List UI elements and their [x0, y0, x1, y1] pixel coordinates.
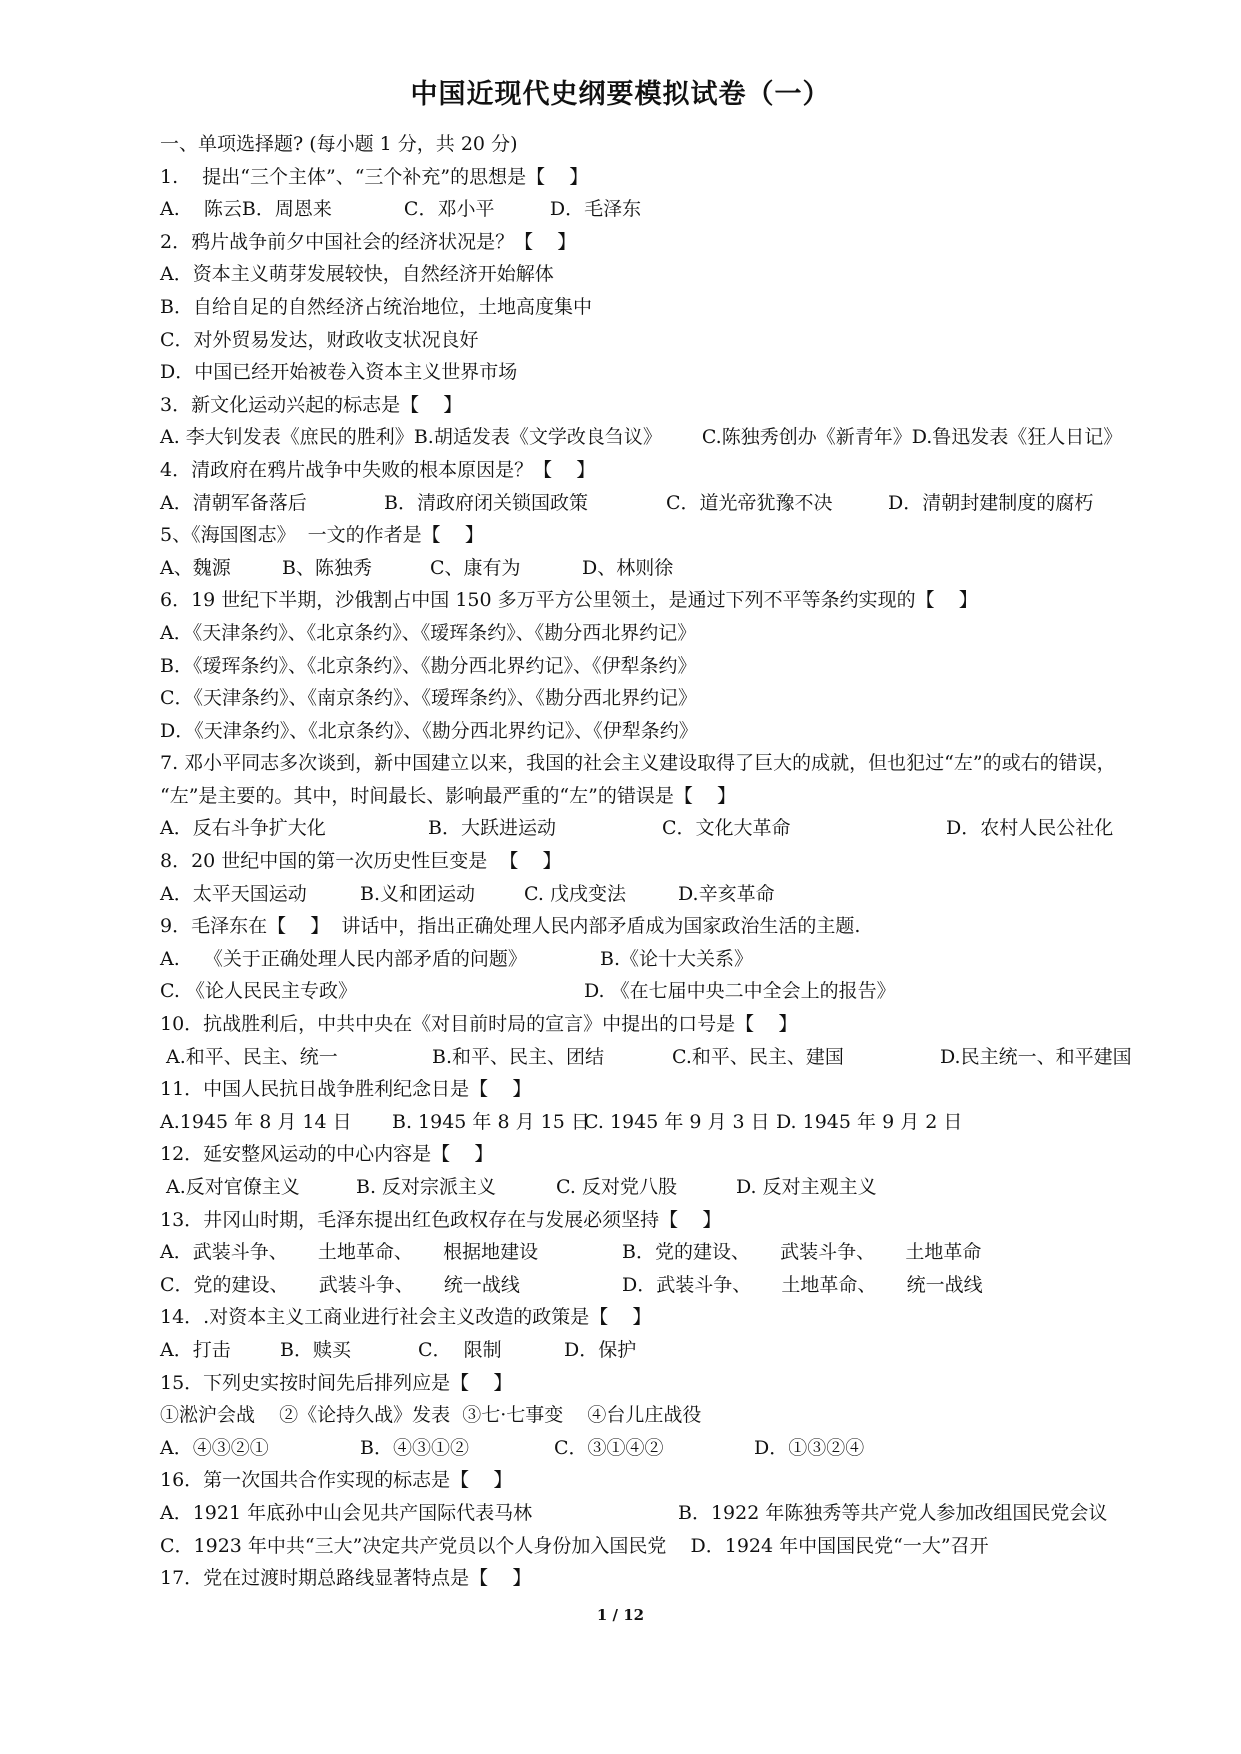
text-line	[160, 1497, 1210, 1530]
line-segment: D．毛泽东	[549, 198, 642, 221]
line-segment: A.反对官僚主义	[160, 1176, 300, 1198]
line-segment: B.《论十大关系》	[600, 947, 754, 970]
line-segment: C.和平、民主、建国	[672, 1045, 844, 1068]
line-segment: A．资本主义萌芽发展较快，自然经济开始解体	[160, 263, 554, 286]
line-segment: 一、单项选择题? (每小题 1 分，共 20 分)	[160, 133, 518, 155]
text-line	[160, 975, 1210, 1008]
line-segment: B. 1945 年 8 月 15 日	[392, 1110, 590, 1133]
text-line	[160, 1269, 1210, 1302]
line-segment: ①淞沪会战 ②《论持久战》发表 ③七·七事变 ④台儿庄战役	[160, 1404, 702, 1427]
line-segment: 8．20 世纪中国的第一次历史性巨变是 【 】	[160, 850, 562, 873]
line-segment: A．反右斗争扩大化	[160, 817, 326, 840]
line-segment: C．邓小平	[403, 198, 495, 221]
line-segment: C. 1945 年 9 月 3 日	[584, 1110, 770, 1133]
line-segment: 12．延安整风运动的中心内容是【 】	[160, 1143, 494, 1166]
text-line	[160, 1399, 1210, 1432]
line-segment: B．党的建设、 武装斗争、 土地革命	[622, 1241, 982, 1264]
line-segment: 16．第一次国共合作实现的标志是【 】	[160, 1469, 513, 1492]
line-segment: D．清朝封建制度的腐朽	[888, 491, 1094, 514]
line-segment: 15．下列史实按时间先后排列应是【 】	[160, 1371, 513, 1394]
text-line	[160, 1073, 1210, 1106]
line-segment: C．③①④②	[554, 1436, 664, 1459]
text-line	[160, 519, 1210, 552]
text-line	[160, 715, 1210, 748]
line-segment: A．打击	[160, 1338, 231, 1361]
text-line	[160, 812, 1210, 845]
line-segment: D．①③②④	[754, 1436, 865, 1459]
text-line	[160, 389, 1210, 422]
line-segment: B．④③①②	[360, 1436, 469, 1459]
line-segment: A．太平天国运动	[160, 882, 307, 905]
line-segment: C．道光帝犹豫不决	[666, 491, 833, 514]
text-line	[160, 356, 1210, 389]
text-line	[160, 1138, 1210, 1171]
line-segment: A、魏源	[160, 556, 231, 579]
line-segment: B．清政府闭关锁国政策	[384, 491, 588, 514]
line-segment: C. 反对党八股	[556, 1176, 677, 1198]
line-segment: 13．井冈山时期，毛泽东提出红色政权存在与发展必须坚持【 】	[160, 1208, 722, 1231]
line-segment: B.胡适发表《文学改良刍议》	[413, 426, 662, 449]
text-line	[160, 780, 1210, 813]
line-segment: 3．新文化运动兴起的标志是【 】	[160, 393, 463, 416]
exam-title: 中国近现代史纲要模拟试卷（一）	[410, 79, 831, 110]
text-line	[160, 1008, 1210, 1041]
line-segment: 10．抗战胜利后，中共中央在《对目前时局的宣言》中提出的口号是【 】	[160, 1013, 798, 1036]
text-line	[160, 324, 1210, 357]
text-line	[160, 943, 1210, 976]
line-segment: B．赎买	[280, 1338, 351, 1361]
text-line	[160, 421, 1210, 454]
line-segment: C．对外贸易发达，财政收支状况良好	[160, 328, 479, 351]
line-segment: A. 陈云	[160, 198, 242, 221]
text-line	[160, 128, 1210, 161]
line-segment: B．周恩来	[241, 198, 332, 221]
line-segment: A．《天津条约》、《北京条约》、《瑷珲条约》、《勘分西北界约记》	[160, 621, 697, 644]
line-segment: C．党的建设、 武装斗争、 统一战线	[160, 1273, 520, 1296]
line-segment: D. 《在七届中央二中全会上的报告》	[584, 980, 896, 1003]
line-segment: B、陈独秀	[282, 556, 372, 579]
text-line	[160, 747, 1210, 780]
line-segment: 9．毛泽东在【 】 讲话中，指出正确处理人民内部矛盾成为国家政治生活的主题.	[160, 915, 861, 938]
text-line	[160, 845, 1210, 878]
text-line	[160, 650, 1210, 683]
line-segment: C.陈独秀创办《新青年》D.鲁迅发表《狂人日记》	[701, 426, 1123, 449]
line-segment: A．清朝军备落后	[160, 491, 307, 514]
line-segment: A. 李大钊发表《庶民的胜利》	[160, 426, 414, 449]
line-segment: B.和平、民主、团结	[432, 1045, 605, 1068]
line-segment: D．保护	[564, 1338, 637, 1361]
line-segment: C．《天津条约》、《南京条约》、《瑷珲条约》、《勘分西北界约记》	[160, 687, 698, 710]
text-line	[160, 258, 1210, 291]
line-segment: 14．.对资本主义工商业进行社会主义改造的政策是【 】	[160, 1306, 652, 1329]
line-segment: D．农村人民公社化	[946, 817, 1114, 840]
text-line	[160, 1204, 1210, 1237]
line-segment: B.义和团运动	[360, 882, 476, 905]
text-line	[160, 291, 1210, 324]
line-segment: C．1923 年中共“三大”决定共产党员以个人身份加入国民党 D．1924 年中国国民党“一大”召开	[160, 1534, 989, 1557]
page-number: 1 / 12	[596, 1606, 645, 1624]
line-segment: D.民主统一、和平建国	[940, 1045, 1132, 1068]
line-segment: 6．19 世纪下半期，沙俄割占中国 150 多万平方公里领土，是通过下列不平等条约实现的【 】	[160, 589, 978, 612]
text-line	[160, 1562, 1210, 1595]
text-line	[160, 552, 1210, 585]
text-line	[160, 1530, 1210, 1563]
line-segment: D．中国已经开始被卷入资本主义世界市场	[160, 361, 518, 384]
line-segment: B．《瑷珲条约》、《北京条约》、《勘分西北界约记》、《伊犁条约》	[160, 654, 697, 677]
text-line	[160, 193, 1210, 226]
line-segment: A. 《关于正确处理人民内部矛盾的问题》	[160, 947, 527, 970]
line-segment: D．武装斗争、 土地革命、 统一战线	[622, 1273, 983, 1296]
line-segment: B．自给自足的自然经济占统治地位，土地高度集中	[160, 295, 592, 318]
text-line	[160, 584, 1210, 617]
line-segment: 2．鸦片战争前夕中国社会的经济状况是？【 】	[160, 230, 577, 253]
line-segment: D. 反对主观主义	[736, 1176, 877, 1198]
line-segment: C. 《论人民民主专政》	[160, 980, 357, 1003]
line-segment: C. 戊戌变法	[524, 882, 626, 905]
text-line	[160, 487, 1210, 520]
line-segment: D.辛亥革命	[678, 882, 775, 905]
text-line	[160, 1171, 1210, 1204]
text-line	[160, 1367, 1210, 1400]
exam-content	[160, 128, 1210, 1595]
line-segment: “左”是主要的。其中，时间最长、影响最严重的“左”的错误是【 】	[160, 784, 737, 807]
line-segment: A．④③②①	[160, 1436, 269, 1459]
line-segment: 11．中国人民抗日战争胜利纪念日是【 】	[160, 1078, 532, 1101]
text-line	[160, 1432, 1210, 1465]
text-line	[160, 878, 1210, 911]
line-segment: A.和平、民主、统一	[160, 1045, 338, 1068]
text-line	[160, 617, 1210, 650]
line-segment: D．《天津条约》、《北京条约》、《勘分西北界约记》、《伊犁条约》	[160, 719, 698, 742]
text-line	[160, 454, 1210, 487]
line-segment: B．1922 年陈独秀等共产党人参加改组国民党会议	[678, 1501, 1108, 1524]
text-line	[160, 1236, 1210, 1269]
text-line	[160, 1041, 1210, 1074]
line-segment: A．武装斗争、 土地革命、 根据地建设	[160, 1241, 539, 1264]
text-line	[160, 1464, 1210, 1497]
line-segment: C． 限制	[418, 1338, 502, 1361]
text-line	[160, 1301, 1210, 1334]
text-line	[160, 161, 1210, 194]
text-line	[160, 910, 1210, 943]
line-segment: 5、《海国图志》 一文的作者是【 】	[160, 524, 484, 547]
line-segment: C、康有为	[430, 556, 521, 579]
line-segment: C．文化大革命	[662, 817, 791, 840]
text-line	[160, 682, 1210, 715]
line-segment: D. 1945 年 9 月 2 日	[776, 1110, 963, 1133]
line-segment: 4．清政府在鸦片战争中失败的根本原因是？【 】	[160, 458, 596, 481]
text-line	[160, 1106, 1210, 1139]
line-segment: B．大跃进运动	[428, 817, 556, 840]
line-segment: B. 反对宗派主义	[356, 1176, 497, 1198]
line-segment: D、林则徐	[582, 556, 674, 579]
text-line	[160, 1334, 1210, 1367]
line-segment: A．1921 年底孙中山会见共产国际代表马林	[160, 1501, 533, 1524]
text-line	[160, 226, 1210, 259]
line-segment: 17．党在过渡时期总路线显著特点是【 】	[160, 1567, 532, 1590]
line-segment: 1. 提出“三个主体”、“三个补充”的思想是【 】	[160, 165, 589, 188]
line-segment: 7. 邓小平同志多次谈到，新中国建立以来，我国的社会主义建设取得了巨大的成就，但也犯过“左”的或右的错误，	[160, 752, 1116, 775]
line-segment: A.1945 年 8 月 14 日	[160, 1110, 352, 1133]
